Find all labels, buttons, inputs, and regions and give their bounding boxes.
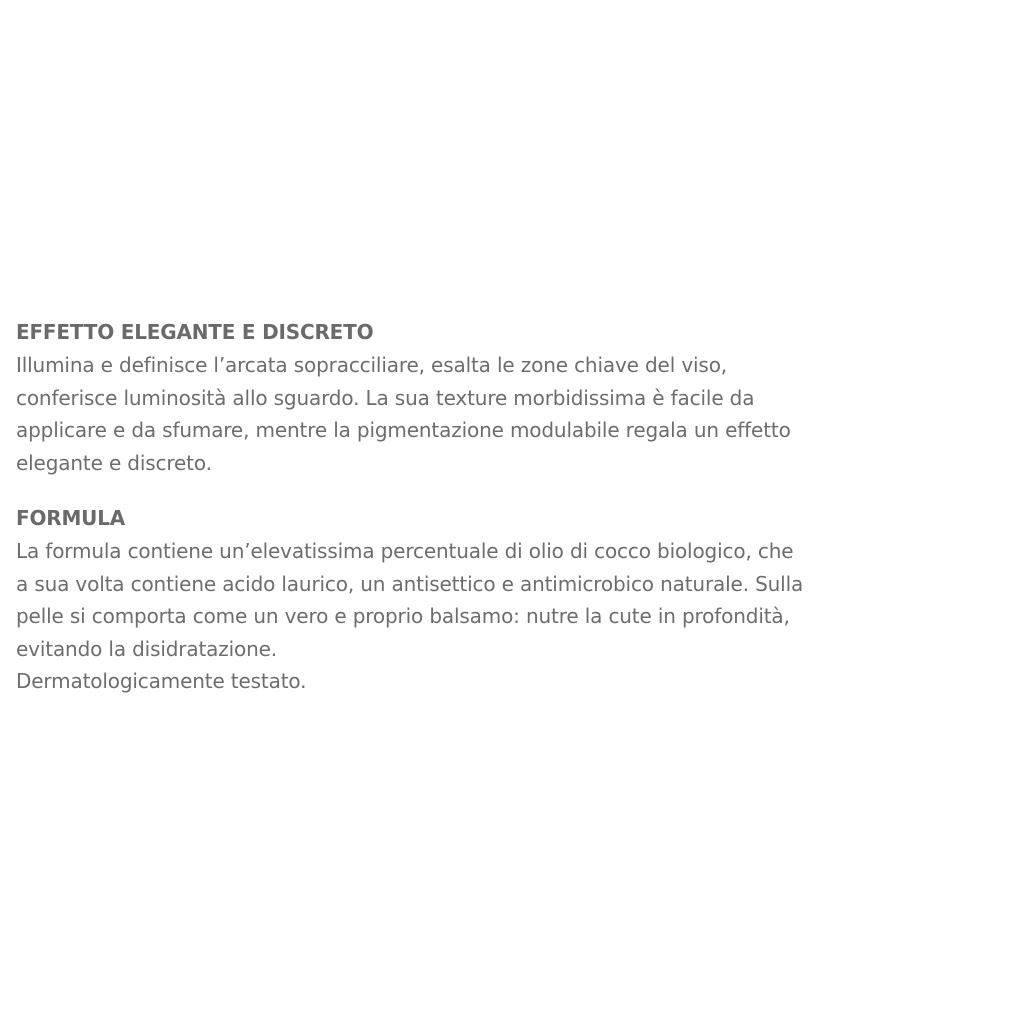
body-line: La formula contiene un’elevatissima percentuale di olio di cocco biologico, che <box>16 539 794 563</box>
section-formula <box>16 502 1014 698</box>
body-line: conferisce luminosità allo sguardo. La sua texture morbidissima è facile da <box>16 385 755 410</box>
body-line: a sua volta contiene acido laurico, un antisettico e antimicrobico naturale. Sulla <box>16 571 804 596</box>
body-line: evitando la disidratazione. <box>16 636 278 661</box>
body-line: pelle si comporta come un vero e proprio balsamo: nutre la cute in profondità, <box>16 604 790 628</box>
section-effetto <box>16 316 1014 479</box>
product-description <box>16 316 1014 698</box>
section-title: EFFETTO ELEGANTE E DISCRETO <box>16 320 374 344</box>
body-line: Dermatologicamente testato. <box>16 669 307 693</box>
body-line: elegante e discreto. <box>16 450 212 475</box>
section-body <box>16 349 1014 479</box>
section-body <box>16 535 1014 698</box>
section-title: FORMULA <box>16 506 126 530</box>
body-line: Illumina e definisce l’arcata sopracciliare, esalta le zone chiave del viso, <box>16 353 727 377</box>
body-line: applicare e da sfumare, mentre la pigmentazione modulabile regala un effetto <box>16 418 791 442</box>
